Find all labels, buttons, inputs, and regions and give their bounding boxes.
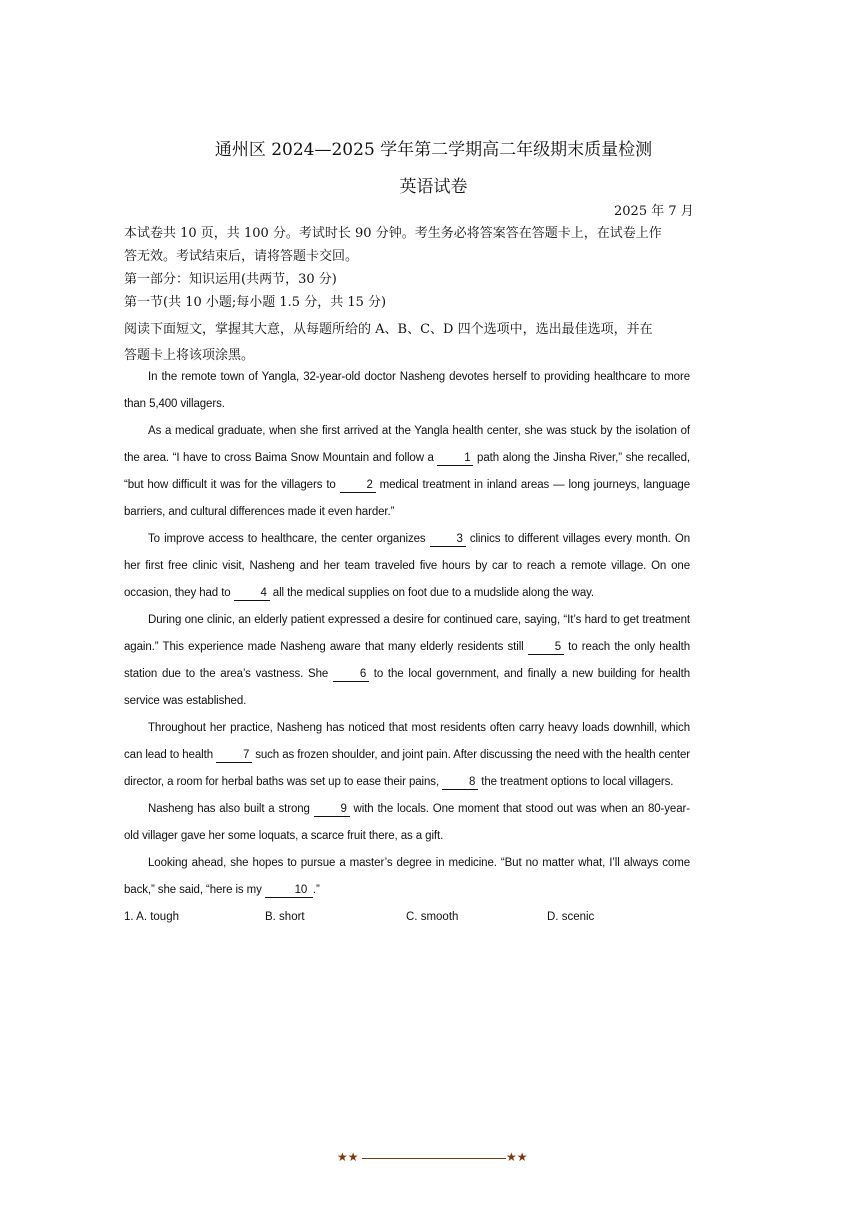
blank-9: 9 <box>314 803 350 817</box>
part-heading: 第一部分：知识运用(共两节，30 分) <box>124 272 337 287</box>
option-a: 1. A. tough <box>124 911 179 923</box>
paragraph-7: Looking ahead, she hopes to pursue a master’s degree in medicine. “But no matter what, I’ll always come back,” she said, “here is my 10 .” <box>124 857 690 896</box>
exam-title: 通州区 2024—2025 学年第二学期高二年级期末质量检测 <box>214 140 653 160</box>
paragraph-4: During one clinic, an elderly patient expressed a desire for continued care, saying, “It’s hard to get treatment again.” This experience made Nasheng aware that many elderly residents still 5 to reach the only health station due to the area’s vastness. She 6 to the local government, and finally a new building for health service was established. <box>124 614 690 707</box>
option-b: B. short <box>265 911 305 923</box>
section-heading: 第一节(共 10 小题;每小题 1.5 分，共 15 分) <box>124 295 387 310</box>
blank-8: 8 <box>442 776 478 790</box>
blank-5: 5 <box>528 641 564 655</box>
blank-4: 4 <box>234 587 270 601</box>
star-ornament-right: ★★ <box>506 1150 528 1164</box>
footer-divider <box>362 1158 506 1159</box>
instruction-line-2: 答题卡上将该项涂黑。 <box>124 348 255 363</box>
exam-subtitle: 英语试卷 <box>399 177 468 197</box>
exam-date: 2025 年 7 月 <box>614 204 694 219</box>
blank-10: 10 <box>265 884 313 898</box>
paragraph-3: To improve access to healthcare, the center organizes 3 clinics to different villages every month. On her first free clinic visit, Nasheng and her team traveled five hours by car to reach a remote village. On one occasion, they had to 4 all the medical supplies on foot due to a mudslide along the way. <box>124 533 690 599</box>
blank-6: 6 <box>333 668 369 682</box>
blank-3: 3 <box>430 533 466 547</box>
option-c: C. smooth <box>406 911 459 923</box>
blank-1: 1 <box>437 452 473 466</box>
option-d: D. scenic <box>547 911 595 923</box>
paragraph-2: As a medical graduate, when she first arrived at the Yangla health center, she was stuck by the isolation of the area. “I have to cross Baima Snow Mountain and follow a 1 path along the Jinsha River,” she recalled, “but how difficult it was for the villagers to 2 medical treatment in inland areas — long journeys, language barriers, and cultural differences made it even harder.” <box>124 425 690 518</box>
paragraph-5: Throughout her practice, Nasheng has noticed that most residents often carry heavy loads downhill, which can lead to health 7 such as frozen shoulder, and joint pain. After discussing the need with the health center director, a room for herbal baths was set up to ease their pains, 8 the treatment options to local villagers. <box>124 722 691 788</box>
blank-7: 7 <box>216 749 252 763</box>
star-ornament-left: ★★ <box>337 1150 359 1164</box>
reading-passage <box>124 364 690 904</box>
blank-2: 2 <box>340 479 376 493</box>
intro-line-2: 答无效。考试结束后，请将答题卡交回。 <box>124 249 359 264</box>
paragraph-6: Nasheng has also built a strong 9 with the locals. One moment that stood out was when an 80-year-old villager gave her some loquats, a scarce fruit there, as a gift. <box>124 803 690 842</box>
instruction-line-1: 阅读下面短文，掌握其大意，从每题所给的 A、B、C、D 四个选项中，选出最佳选项，并在 <box>124 322 653 337</box>
paragraph-1: In the remote town of Yangla, 32-year-old doctor Nasheng devotes herself to providing healthcare to more than 5,400 villagers. <box>124 371 690 410</box>
intro-line-1: 本试卷共 10 页，共 100 分。考试时长 90 分钟。考生务必将答案答在答题卡上，在试卷上作 <box>124 226 662 241</box>
